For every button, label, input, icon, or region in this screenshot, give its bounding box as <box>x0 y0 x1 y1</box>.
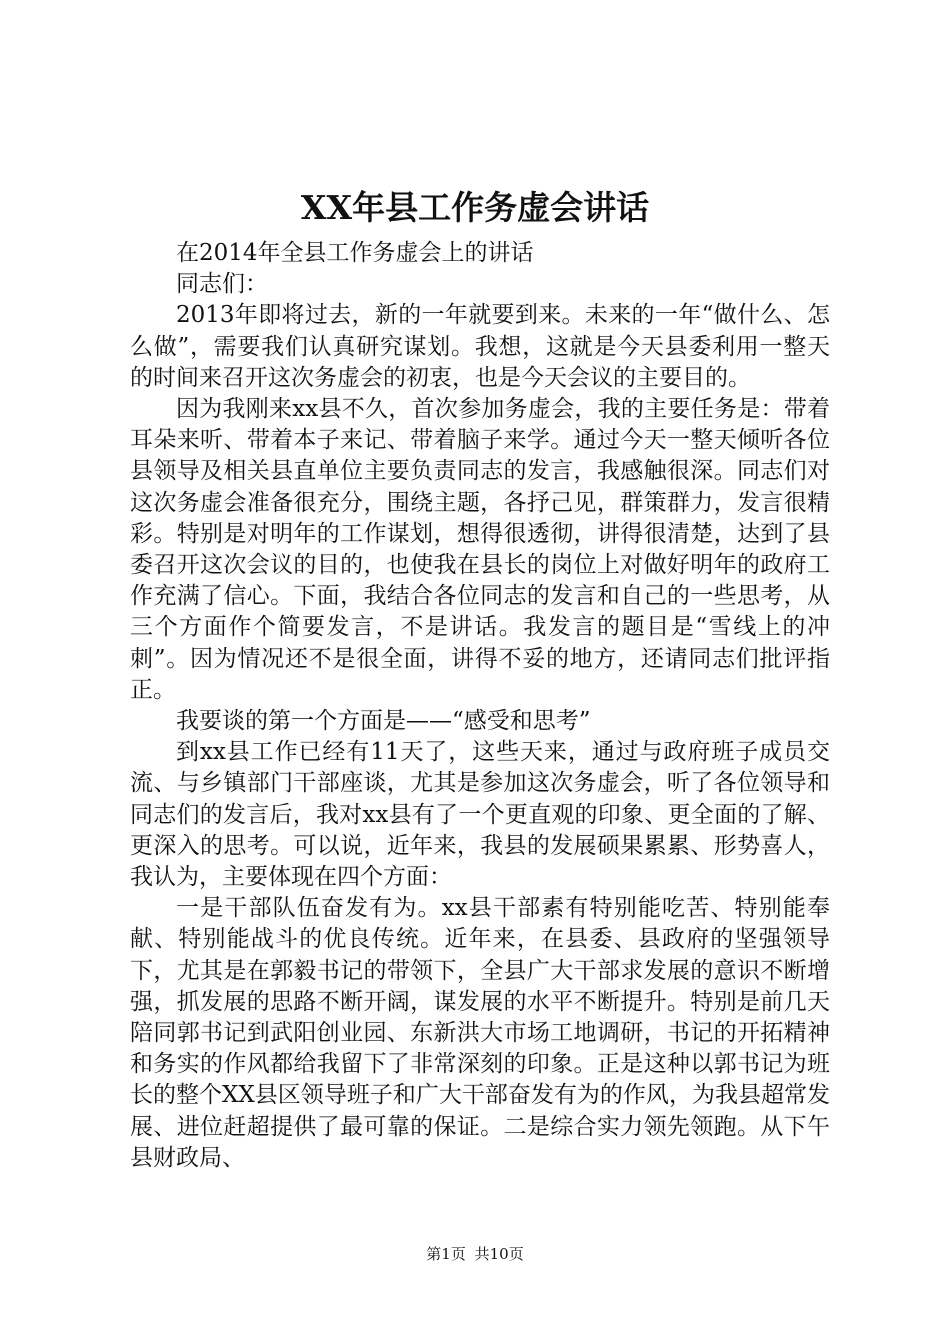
paragraph: 到xx县工作已经有11天了，这些天来，通过与政府班子成员交流、与乡镇部门干部座谈，尤其是参加这次务虚会，听了各位领导和同志们的发言后，我对xx县有了一个更直观的印象、更全面的了解、更深入的思考。可以说，近年来，我县的发展硕果累累、形势喜人，我认为，主要体现在四个方面： <box>130 739 830 891</box>
page-number: 第1页 <box>426 1245 466 1263</box>
paragraph: 因为我刚来xx县不久，首次参加务虚会，我的主要任务是：带着耳朵来听、带着本子来记、带着脑子来学。通过今天一整天倾听各位县领导及相关县直单位主要负责同志的发言，我感触很深。同志们对这次务虚会准备很充分，围绕主题，各抒己见，群策群力，发言很精彩。特别是对明年的工作谋划，想得很透彻，讲得很清楚，达到了县委召开这次会议的目的，也使我在县长的岗位上对做好明年的政府工作充满了信心。下面，我结合各位同志的发言和自己的一些思考，从三个方面作个简要发言，不是讲话。我发言的题目是“雪线上的冲刺”。因为情况还不是很全面，讲得不妥的地方，还请同志们批评指正。 <box>130 396 830 703</box>
salutation: 同志们： <box>176 271 268 298</box>
document-body <box>130 238 830 1174</box>
speech-subtitle: 在2014年全县工作务虚会上的讲话 <box>176 240 534 266</box>
document-title: XX年县工作务虚会讲话 <box>300 188 650 227</box>
section-heading: 我要谈的第一个方面是——“感受和思考” <box>176 708 591 735</box>
page-footer <box>0 1244 950 1264</box>
paragraph: 一是干部队伍奋发有为。xx县干部素有特别能吃苦、特别能奉献、特别能战斗的优良传统。近年来，在县委、县政府的坚强领导下，尤其是在郭毅书记的带领下，全县广大干部求发展的意识不断增强，抓发展的思路不断开阔，谋发展的水平不断提升。特别是前几天陪同郭书记到武阳创业园、东新洪大市场工地调研，书记的开拓精神和务实的作风都给我留下了非常深刻的印象。正是这种以郭书记为班长的整个XX县区领导班子和广大干部奋发有为的作风，为我县超常发展、进位赶超提供了最可靠的保证。二是综合实力领先领跑。从下午县财政局、 <box>130 895 830 1171</box>
paragraph: 2013年即将过去，新的一年就要到来。未来的一年“做什么、怎么做”，需要我们认真研究谋划。我想，这就是今天县委利用一整天的时间来召开这次务虚会的初衷，也是今天会议的主要目的。 <box>130 302 830 391</box>
page-total: 共10页 <box>474 1245 524 1263</box>
